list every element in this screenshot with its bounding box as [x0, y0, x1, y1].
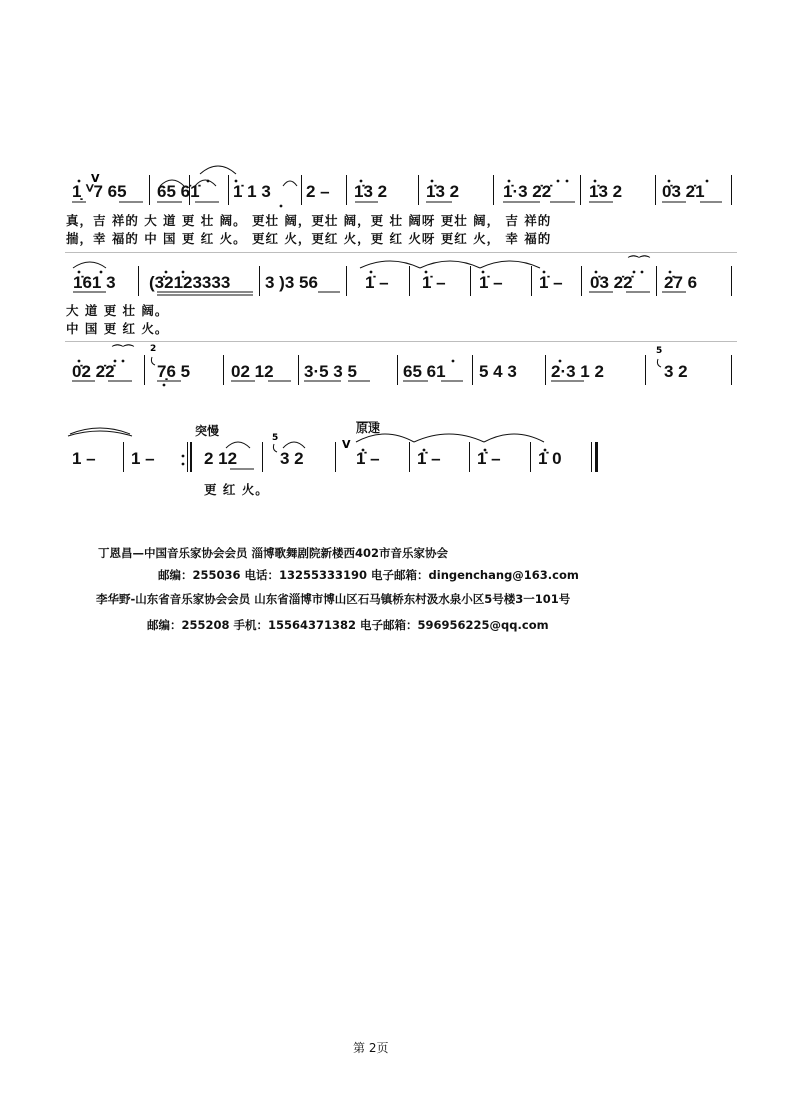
measure-notes: 1̇3 2: [426, 182, 460, 201]
measure-notes: 1̇·3 2̇2̇: [503, 182, 552, 201]
tempo-mark-original: 原速: [356, 421, 381, 435]
barline: [123, 442, 124, 472]
lyrics-verse-1: 大 道 更 壮 阔。: [66, 303, 169, 318]
barline: [346, 175, 347, 205]
measure-notes: 02 12: [231, 362, 274, 381]
barline: [149, 175, 150, 205]
breath-mark: V: [91, 172, 100, 185]
page-number: 第 2页: [353, 1041, 389, 1055]
barline: [301, 175, 302, 205]
barline: [346, 266, 347, 296]
lyrics-verse-1: 更 红 火。: [204, 482, 269, 497]
barline: [530, 442, 531, 472]
measure-notes: 65 61: [403, 362, 446, 381]
staff-line-1: [0, 160, 790, 250]
measure-notes: 0̇3 2̇1: [662, 182, 705, 201]
barline: [469, 442, 470, 472]
barline: [397, 355, 398, 385]
credit-line-lyricist: 李华野-山东省音乐家协会会员 山东省淄博市博山区石马镇桥东村汲水泉小区5号楼3一101号: [96, 592, 571, 606]
measure-notes: 2·3 1 2: [551, 362, 604, 381]
measure-notes: 0̇3 2̇2̇: [590, 273, 633, 292]
lyrics-verse-2: 揣，幸 福的 中 国 更 红 火。 更红 火，更红 火，更 红 火呀 更红 火， 幸 福的: [66, 231, 552, 246]
breath-mark: V: [342, 438, 351, 451]
barline: [645, 355, 646, 385]
measure-notes: 1̣ ⱽ7 65: [72, 182, 127, 201]
staff-line-4: [0, 414, 790, 504]
measure-notes: 2 –: [306, 182, 330, 201]
barline: [591, 442, 592, 472]
measure-notes: 2̇7 6: [664, 273, 698, 292]
barline: [187, 442, 188, 472]
barline: [409, 266, 410, 296]
line-4-markings: [0, 414, 790, 504]
measure-notes: 1̇ –: [422, 273, 446, 292]
measure-notes: 1̇ 1 3: [233, 182, 271, 201]
measure-notes: 1̇3 2: [589, 182, 623, 201]
measure-notes: 1̇ –: [539, 273, 563, 292]
lyrics-verse-1: 真，吉 祥的 大 道 更 壮 阔。 更壮 阔，更壮 阔，更 壮 阔呀 更壮 阔， 吉 祥的: [66, 213, 552, 228]
measure-notes: 1̇ –: [477, 449, 501, 468]
barline: [144, 355, 145, 385]
measure-notes: 7̣6 5: [157, 362, 191, 381]
barline: [228, 175, 229, 205]
ornament-mark: ⌒⌒: [112, 344, 134, 357]
measure-notes: 1 –: [72, 449, 96, 468]
measure-notes: 1̇61 3: [73, 273, 116, 292]
measure-notes: 5 4 3: [479, 362, 517, 381]
measure-notes: 1̇ –: [356, 449, 380, 468]
barline: [531, 266, 532, 296]
barline: [731, 355, 732, 385]
grace-note: 2: [150, 344, 157, 354]
measure-notes: 3 2: [280, 449, 304, 468]
measure-notes: 3·5 3 5: [304, 362, 357, 381]
measure-notes: 1̇ –: [365, 273, 389, 292]
barline: [731, 266, 732, 296]
credit-line-lyricist-contact: 邮编：255208 手机：15564371382 电子邮箱：596956225@qq.com: [147, 618, 549, 632]
tempo-mark-slow: 突慢: [195, 424, 220, 438]
barline: [581, 266, 582, 296]
barline: [223, 355, 224, 385]
staff-line-2: [0, 252, 790, 342]
barline: [470, 266, 471, 296]
barline: [190, 442, 192, 472]
barline: [138, 266, 139, 296]
ornament-mark: ⌒⌒: [628, 255, 650, 268]
barline: [493, 175, 494, 205]
barline: [298, 355, 299, 385]
measure-notes: (3̇21̇23333: [149, 273, 231, 292]
measure-notes: 1̇ 0: [538, 449, 562, 468]
measure-notes: 0̇2 2̇2̇: [72, 362, 115, 381]
measure-notes: 2 12: [204, 449, 238, 468]
barline: [259, 266, 260, 296]
measure-notes: 1̇3 2: [354, 182, 388, 201]
measure-notes: 65 6̇1̇: [157, 182, 200, 201]
barline: [731, 175, 732, 205]
measure-notes: 1̇ –: [417, 449, 441, 468]
lyrics-verse-2: 中 国 更 红 火。: [66, 321, 169, 336]
credit-line-composer-contact: 邮编：255036 电话：13255333190 电子邮箱：dingenchang@163.com: [158, 568, 579, 582]
barline: [335, 442, 336, 472]
credit-line-composer: 丁恩昌—中国音乐家协会会员 淄博歌舞剧院新楼西402市音乐家协会: [98, 546, 449, 560]
barline: [545, 355, 546, 385]
measure-notes: 3 2: [664, 362, 688, 381]
barline: [595, 442, 598, 472]
barline: [655, 175, 656, 205]
barline: [262, 442, 263, 472]
grace-note: 5: [272, 433, 279, 443]
barline: [418, 175, 419, 205]
barline: [472, 355, 473, 385]
measure-notes: 1̇ –: [479, 273, 503, 292]
measure-notes: 3 )3 56: [265, 273, 318, 292]
measure-notes: 1 –: [131, 449, 155, 468]
barline: [656, 266, 657, 296]
barline: [580, 175, 581, 205]
barline: [409, 442, 410, 472]
grace-note: 5: [656, 346, 663, 356]
